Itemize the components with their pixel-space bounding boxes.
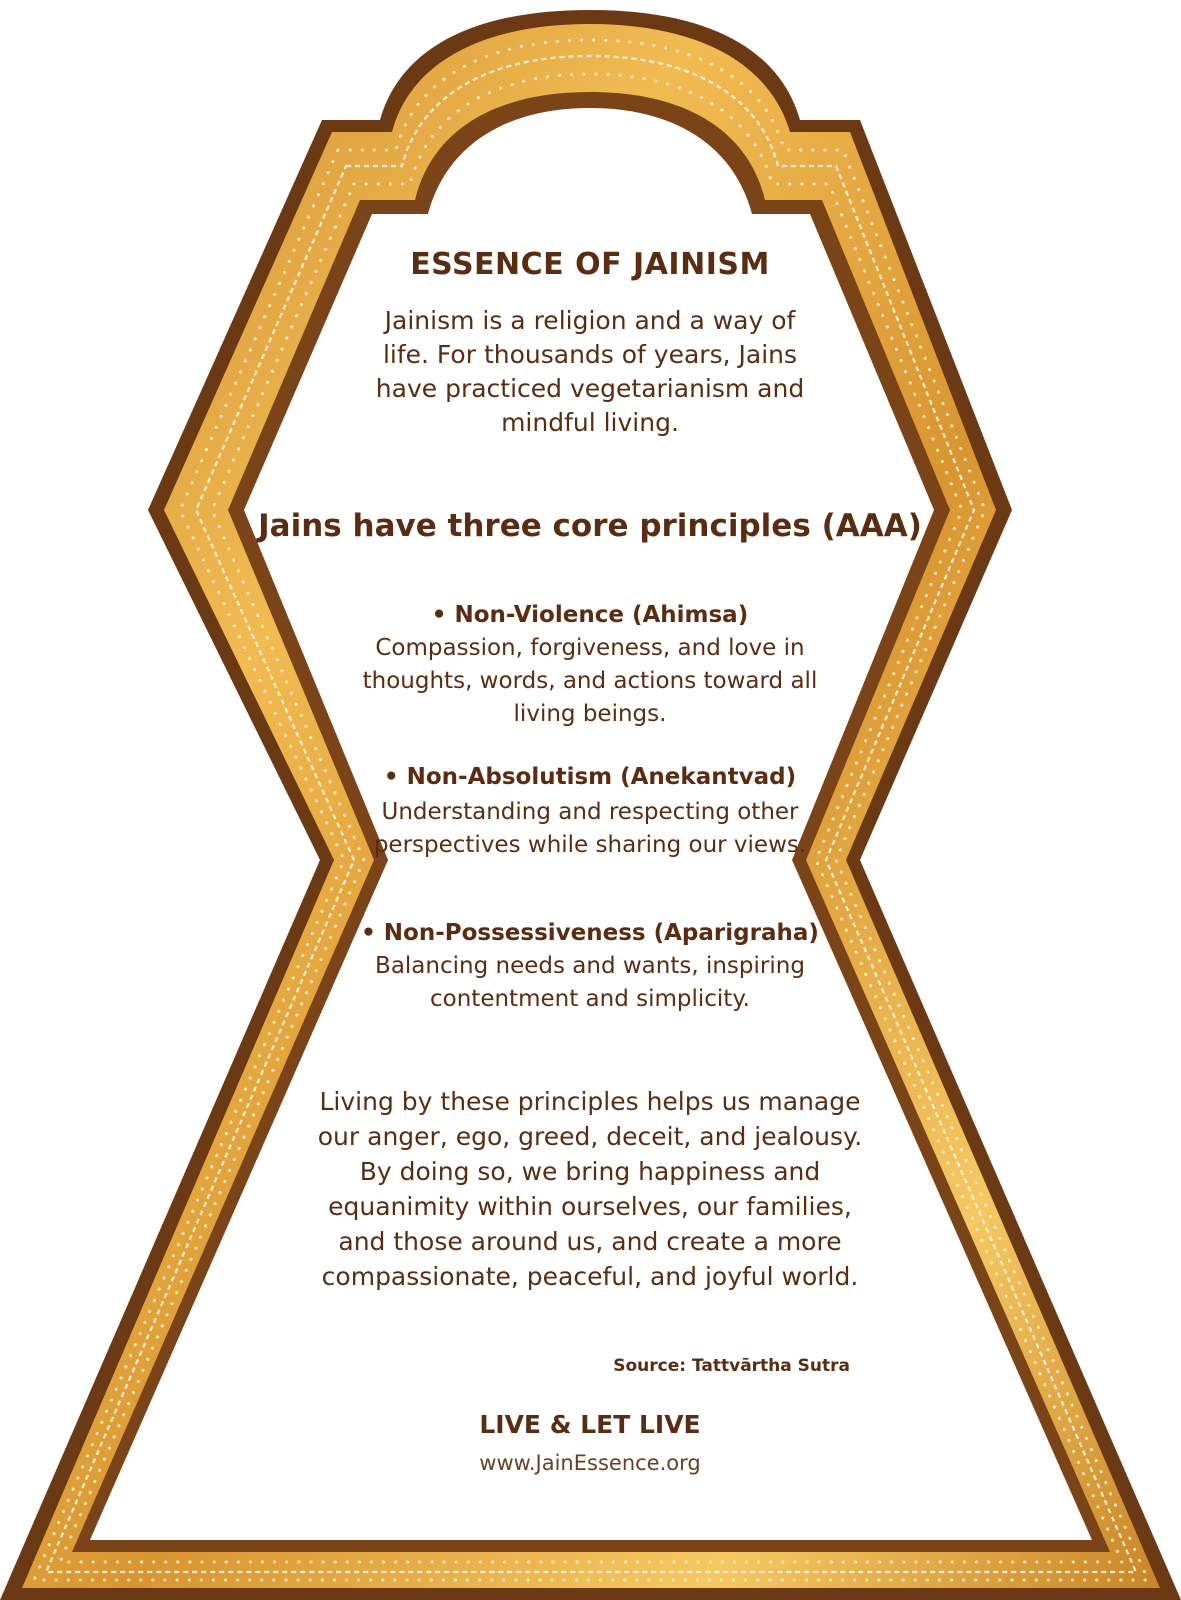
website-link[interactable]: www.JainEssence.org xyxy=(479,1451,701,1475)
principles-heading: Jains have three core principles (AAA) xyxy=(258,508,922,544)
intro-paragraph: Jainism is a religion and a way of life. For thousands of years, Jains have practiced vegetarianism and mindful living. xyxy=(375,306,805,437)
source-citation: Source: Tattvārtha Sutra xyxy=(613,1356,850,1376)
principle-heading-anekantvad: • Non-Absolutism (Anekantvad) xyxy=(383,764,797,790)
principle-heading-aparigraha: • Non-Possessiveness (Aparigraha) xyxy=(361,920,819,946)
principle-heading-ahimsa: • Non-Violence (Ahimsa) xyxy=(431,602,749,628)
principle-description-ahimsa: Compassion, forgiveness, and love in thoughts, words, and actions toward all living beings. xyxy=(362,635,818,727)
slogan: LIVE & LET LIVE xyxy=(479,1410,701,1439)
principle-description-anekantvad: Understanding and respecting other perspectives while sharing our views. xyxy=(373,799,807,858)
closing-paragraph: Living by these principles helps us manage our anger, ego, greed, deceit, and jealousy. By doing so, we bring happiness and equanimity within ourselves, our families, and those around us, and create a more compassionate, peaceful, and joyful world. xyxy=(317,1087,863,1291)
principle-description-aparigraha: Balancing needs and wants, inspiring contentment and simplicity. xyxy=(375,953,805,1012)
page-title: ESSENCE OF JAINISM xyxy=(410,247,770,282)
